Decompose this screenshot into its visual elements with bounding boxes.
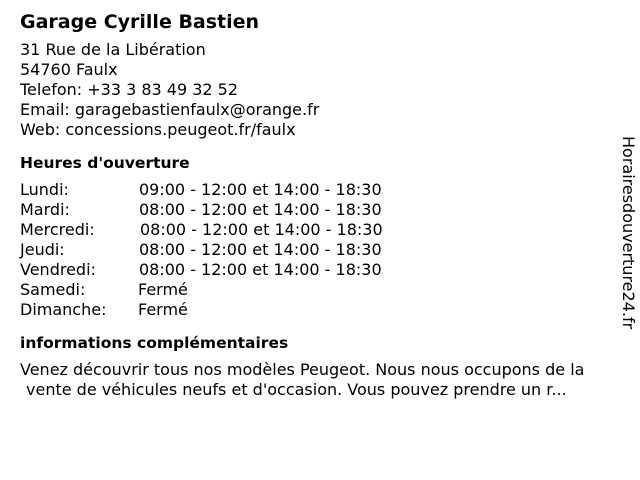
email-line: Email: garagebastienfaulx@orange.fr — [20, 100, 320, 119]
address-block — [20, 40, 620, 140]
hours-time-value: 09:00 - 12:00 et 14:00 - 18:30 — [139, 180, 382, 199]
phone-line: Telefon: +33 3 83 49 32 52 — [20, 80, 239, 99]
hours-time-value: 08:00 - 12:00 et 14:00 - 18:30 — [140, 220, 383, 239]
additional-info-line: vente de véhicules neufs et d'occasion. Vous pouvez prendre un r... — [26, 380, 567, 399]
hours-day-label: Mardi: — [20, 200, 70, 219]
opening-hours-table — [20, 180, 620, 320]
address-city: 54760 Faulx — [20, 60, 118, 79]
additional-info-heading: informations complémentaires — [20, 334, 289, 352]
additional-info-line: Venez découvrir tous nos modèles Peugeot. Nous nous occupons de la — [20, 360, 585, 379]
hours-time-value: 08:00 - 12:00 et 14:00 - 18:30 — [139, 240, 382, 259]
hours-row-thursday — [20, 240, 620, 260]
hours-day-label: Lundi: — [20, 180, 69, 199]
hours-day-label: Vendredi: — [20, 260, 96, 279]
additional-info-text — [20, 360, 632, 400]
business-name: Garage Cyrille Bastien — [20, 11, 260, 33]
hours-row-friday — [20, 260, 620, 280]
web-line: Web: concessions.peugeot.fr/faulx — [20, 120, 296, 139]
hours-time-value: Fermé — [138, 300, 188, 319]
hours-day-label: Dimanche: — [20, 300, 107, 319]
hours-row-monday — [20, 180, 620, 200]
hours-time-value: 08:00 - 12:00 et 14:00 - 18:30 — [139, 200, 382, 219]
hours-row-tuesday — [20, 200, 620, 220]
hours-row-wednesday — [20, 220, 620, 240]
address-street: 31 Rue de la Libération — [20, 40, 206, 59]
hours-day-label: Samedi: — [20, 280, 86, 299]
hours-day-label: Mercredi: — [20, 220, 95, 239]
business-card — [20, 8, 620, 400]
hours-time-value: Fermé — [138, 280, 188, 299]
hours-row-sunday — [20, 300, 620, 320]
opening-hours-heading: Heures d'ouverture — [20, 154, 190, 172]
hours-time-value: 08:00 - 12:00 et 14:00 - 18:30 — [139, 260, 382, 279]
site-watermark: Horairesdouverture24.fr — [619, 136, 638, 330]
hours-row-saturday — [20, 280, 620, 300]
hours-day-label: Jeudi: — [20, 240, 65, 259]
